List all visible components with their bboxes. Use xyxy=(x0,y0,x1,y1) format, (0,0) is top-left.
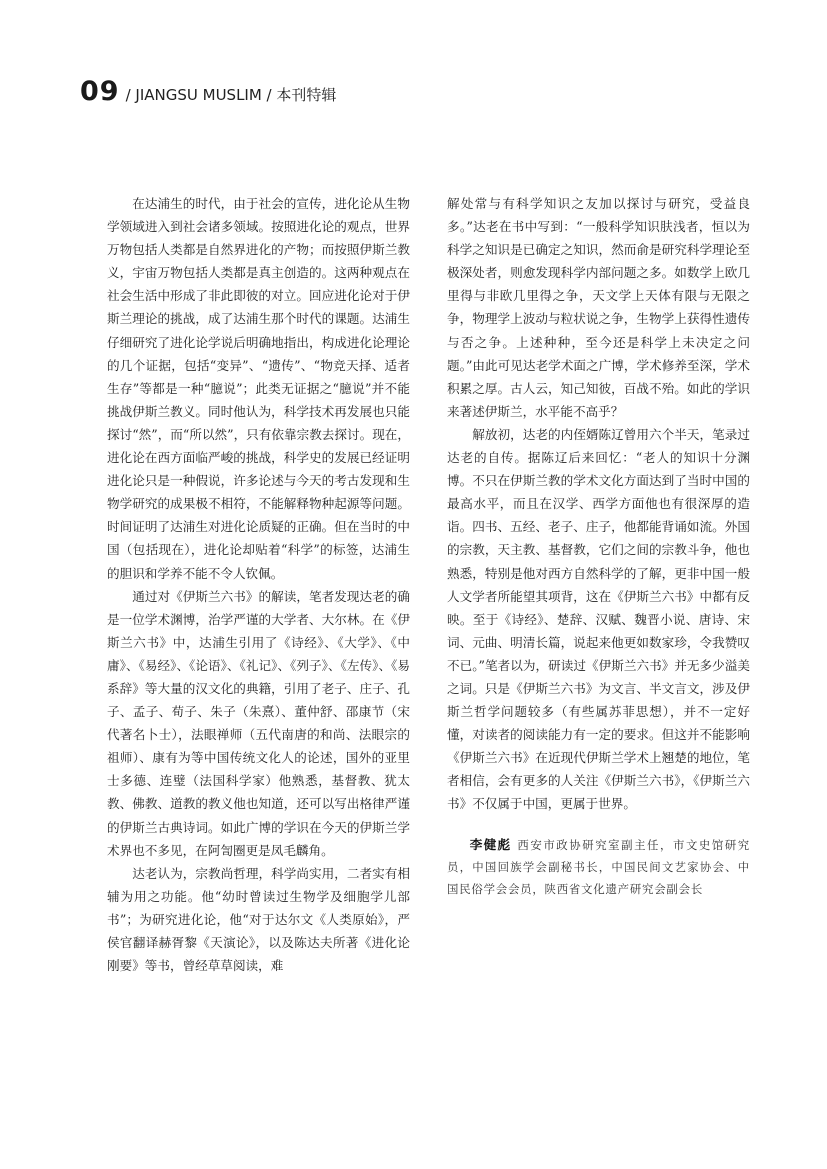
author-bio xyxy=(447,834,750,900)
paragraph: 解放初，达老的内侄婿陈辽曾用六个半天，笔录过达老的自传。据陈辽后来回忆：“老人的知识十分渊博。不只在伊斯兰教的学术文化方面达到了当时中国的最高水平，而且在汉学、西学方面他也有很深厚的造诣。四书、五经、老子、庄子，他都能背诵如流。外国的宗教，天主教、基督教，它们之间的宗教斗争，他也熟悉，特别是他对西方自然科学的了解，更非中国一般人文学者所能望其项背，这在《伊斯兰六书》中都有反映。至于《诗经》、楚辞、汉赋、魏晋小说、唐诗、宋词、元曲、明清长篇，说起来他更如数家珍，令我赞叹不已。”笔者以为，研读过《伊斯兰六书》并无多少溢美之词。只是《伊斯兰六书》为文言、半文言文，涉及伊斯兰哲学问题较多（有些属苏菲思想），并不一定好懂，对读者的阅读能力有一定的要求。但这并不能影响《伊斯兰六书》在近现代伊斯兰学术上翘楚的地位，笔者相信，会有更多的人关注《伊斯兰六书》，《伊斯兰六书》不仅属于中国，更属于世界。 xyxy=(447,426,750,812)
paragraph: 在达浦生的时代，由于社会的宣传，进化论从生物学领域进入到社会诸多领域。按照进化论的观点，世界万物包括人类都是自然界进化的产物；而按照伊斯兰教义，宇宙万物包括人类都是真主创造的。这两种观点在社会生活中形成了非此即彼的对立。回应进化论对于伊斯兰理论的挑战，成了达浦生那个时代的课题。达浦生仔细研究了进化论学说后明确地指出，构成进化论理论的几个证据，包括“变异”、“遗传”、“物竞天择、适者生存”等都是一种“臆说”；此类无证据之“臆说”并不能挑战伊斯兰教义。同时他认为，科学技术再发展也只能探讨“然”，而“所以然”，只有依靠宗教去探讨。现在，进化论在西方面临严峻的挑战，科学史的发展已经证明进化论只是一种假说，许多论述与今天的考古发现和生物学研究的成果极不相符，不能解释物种起源等问题。时间证明了达浦生对进化论质疑的正确。但在当时的中国（包括现在），进化论却贴着“科学”的标签，达浦生的胆识和学养不能不令人钦佩。 xyxy=(107,196,410,581)
paragraph: 达老认为，宗教尚哲理，科学尚实用，二者实有相辅为用之功能。他“幼时曾读过生物学及细胞学儿部书”；为研究进化论，他“对于达尔文《人类原始》，严侯官翻译赫胥黎《天演论》，以及陈达夫所著《进化论刚要》等书，曾经草草阅读，难 xyxy=(107,865,410,974)
paragraph: 解处常与有科学知识之友加以探讨与研究，受益良多。”达老在书中写到：“一般科学知识肤浅者，恒以为科学之知识是已确定之知识，然而俞是研究科学理论至极深处者，则愈发现科学内部问题之多。如数学上欧几里得与非欧几里得之争，天文学上天体有限与无限之争，物理学上波动与粒状说之争，生物学上获得性遗传与否之争。上述种种，至今还是科学上未决定之问题。”由此可见达老学术面之广博，学术修养至深，学术积累之厚。古人云，知己知彼，百战不殆。如此的学识来著述伊斯兰，水平能不高乎？ xyxy=(447,196,750,419)
paragraph: 通过对《伊斯兰六书》的解读，笔者发现达老的确是一位学术渊博，治学严谨的大学者、大尔林。在《伊斯兰六书》中，达浦生引用了《诗经》、《大学》、《中庸》、《易经》、《论语》、《礼记》、《列子》、《左传》、《易系辞》等大量的汉文化的典籍，引用了老子、庄子、孔子、孟子、荀子、朱子（朱熹）、董仲舒、邵康节（宋代著名卜士），法眼禅师（五代南唐的和尚、法眼宗的祖师）、康有为等中国传统文化人的论述，国外的亚里士多德、连璧（法国科学家）他熟悉，基督教、犹太教、佛教、道教的教义他也知道，还可以写出格律严谨的伊斯兰古典诗词。如此广博的学识在今天的伊斯兰学术界也不多见，在阿訇圈更是凤毛麟角。 xyxy=(107,588,410,858)
author-description: 西安市政协研究室副主任，市文史馆研究员，中国回族学会副秘书长，中国民间文艺家协会、中国民俗学会会员，陕西省文化遗产研究会副会长 xyxy=(447,837,751,896)
page-header xyxy=(80,76,336,107)
author-name: 李健彪 xyxy=(469,836,512,852)
page-number: 09 xyxy=(80,76,120,107)
left-column xyxy=(107,192,410,977)
magazine-title: / JIANGSU MUSLIM / 本刊特辑 xyxy=(125,86,337,104)
right-column xyxy=(447,192,750,900)
